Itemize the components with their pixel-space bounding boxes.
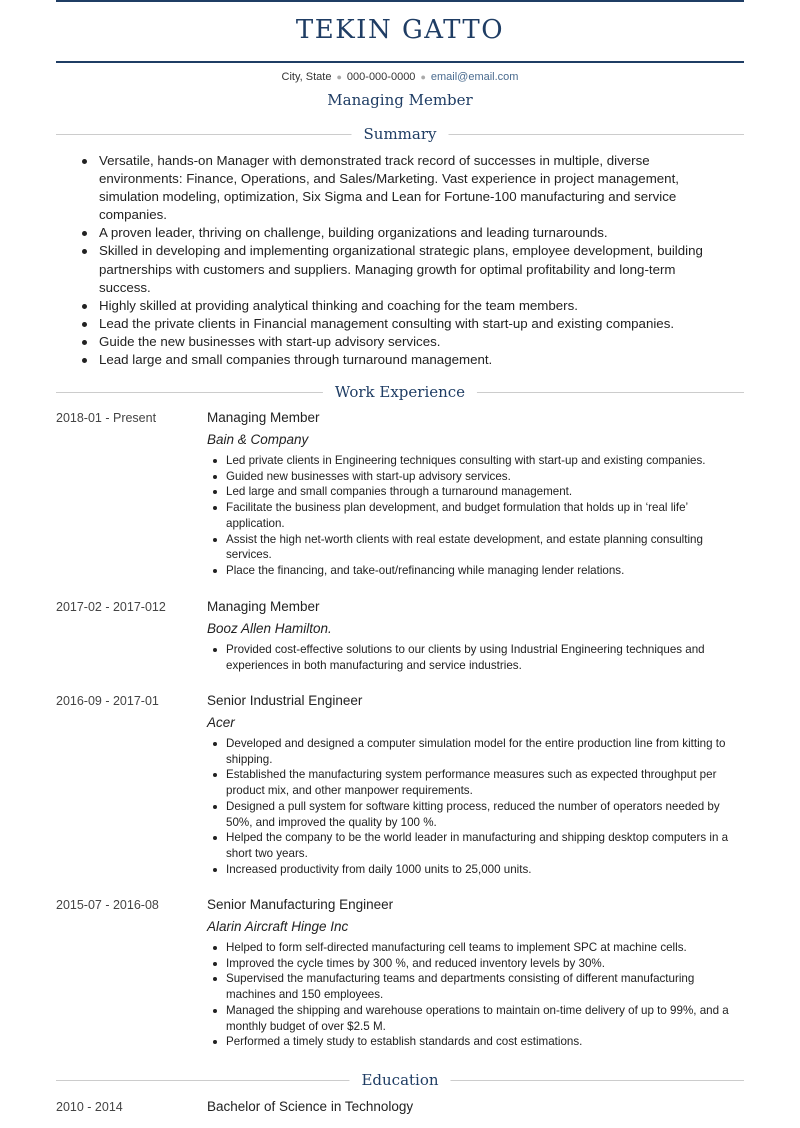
summary-item: Lead the private clients in Financial management consulting with start-up and existing companies. — [99, 315, 714, 333]
job-title: Managing Member — [207, 599, 320, 614]
summary-item: A proven leader, thriving on challenge, building organizations and leading turnarounds. — [99, 224, 714, 242]
section-title: Education — [349, 1071, 450, 1089]
separator-dot-icon: ● — [336, 72, 342, 82]
job-bullet: Established the manufacturing system performance measures such as expected throughput per product mix, and other manpower requirements. — [226, 767, 746, 798]
section-title: Summary — [352, 125, 449, 143]
summary-list — [99, 152, 714, 369]
job-bullet: Assist the high net-worth clients with real estate development, and estate planning consulting services. — [226, 532, 746, 563]
separator-dot-icon: ● — [420, 72, 426, 82]
education-date: 2010 - 2014 — [56, 1100, 123, 1114]
summary-item: Versatile, hands-on Manager with demonstrated track record of successes in multiple, diverse environments: Finance, Operations, and Sales/Marketing. Vast experience in project management, simulation modeling, optimization, Six Sigma and Lean for Fortune-100 manufacturing and service companies. — [99, 152, 714, 224]
job-bullet: Improved the cycle times by 300 %, and reduced inventory levels by 30%. — [226, 956, 746, 972]
job-company: Bain & Company — [207, 432, 309, 447]
job-title: Senior Industrial Engineer — [207, 693, 363, 708]
job-bullet: Place the financing, and take-out/refinancing while managing lender relations. — [226, 563, 746, 579]
job-company: Booz Allen Hamilton. — [207, 621, 332, 636]
summary-item: Guide the new businesses with start-up advisory services. — [99, 333, 714, 351]
section-title: Work Experience — [323, 383, 477, 401]
job-bullets — [226, 453, 746, 579]
job-bullet: Facilitate the business plan development, and budget formulation that holds up in ‘real life’ application. — [226, 500, 746, 531]
summary-item: Highly skilled at providing analytical thinking and coaching for the team members. — [99, 297, 714, 315]
job-bullet: Managed the shipping and warehouse operations to maintain on-time delivery of up to 99%, and a monthly budget of over $2.5 M. — [226, 1003, 746, 1034]
job-company: Alarin Aircraft Hinge Inc — [207, 919, 349, 934]
top-border — [56, 0, 744, 2]
job-bullet: Led large and small companies through a turnaround management. — [226, 484, 746, 500]
job-date: 2016-09 - 2017-01 — [56, 694, 159, 708]
job-title: Managing Member — [207, 410, 320, 425]
job-bullets — [226, 642, 746, 673]
section-summary-heading — [56, 125, 744, 145]
job-bullet: Helped to form self-directed manufacturing cell teams to implement SPC at machine cells. — [226, 940, 746, 956]
job-title: Senior Manufacturing Engineer — [207, 897, 394, 912]
job-bullet: Led private clients in Engineering techniques consulting with start-up and existing companies. — [226, 453, 746, 469]
candidate-name: TEKIN GATTO — [295, 15, 505, 45]
job-bullets — [226, 736, 746, 877]
job-bullet: Helped the company to be the world leader in manufacturing and shipping desktop computers in a short two years. — [226, 830, 746, 861]
job-date: 2017-02 - 2017-012 — [56, 600, 166, 614]
headline: Managing Member — [327, 91, 473, 109]
section-experience-heading — [56, 383, 744, 403]
contact-line — [0, 71, 800, 83]
job-bullet: Provided cost-effective solutions to our clients by using Industrial Engineering techniques and experiences in both manufacturing and service industries. — [226, 642, 746, 673]
contact-phone[interactable]: 000-000-0000 — [346, 71, 416, 83]
job-bullets — [226, 940, 746, 1050]
job-bullet: Guided new businesses with start-up advisory services. — [226, 469, 746, 485]
section-education-heading — [56, 1071, 744, 1091]
name-underline — [56, 61, 744, 63]
contact-city: City, State — [281, 71, 332, 83]
education-degree: Bachelor of Science in Technology — [207, 1099, 414, 1114]
job-bullet: Increased productivity from daily 1000 units to 25,000 units. — [226, 862, 746, 878]
job-company: Acer — [207, 715, 235, 730]
contact-email[interactable]: email@email.com — [430, 71, 519, 83]
summary-item: Lead large and small companies through turnaround management. — [99, 351, 714, 369]
job-date: 2018-01 - Present — [56, 411, 157, 425]
summary-item: Skilled in developing and implementing organizational strategic plans, employee development, building partnerships with customers and suppliers. Managing growth for optimal profitability and long-term success. — [99, 242, 714, 296]
job-bullet: Developed and designed a computer simulation model for the entire production line from kitting to shipping. — [226, 736, 746, 767]
job-bullet: Designed a pull system for software kitting process, reduced the number of operators needed by 50%, and improved the quality by 100 %. — [226, 799, 746, 830]
job-bullet: Performed a timely study to establish standards and cost estimations. — [226, 1034, 746, 1050]
job-bullet: Supervised the manufacturing teams and departments consisting of different manufacturing machines and 150 employees. — [226, 971, 746, 1002]
job-date: 2015-07 - 2016-08 — [56, 898, 159, 912]
